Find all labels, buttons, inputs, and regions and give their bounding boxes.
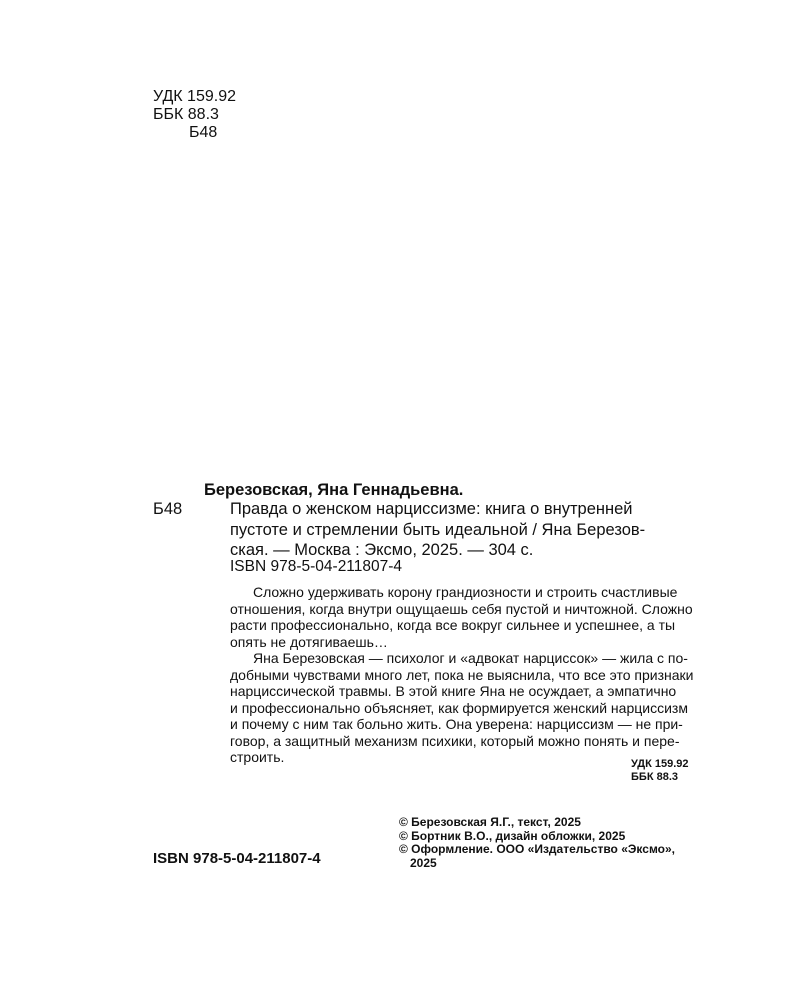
copyright-line: © Бортник В.О., дизайн обложки, 2025 [399, 828, 626, 843]
small-udk: УДК 159.92 [631, 758, 689, 770]
annotation-line: говор, а защитный механизм психики, который можно понять и пере- [230, 732, 680, 749]
record-author-code: Б48 [153, 500, 183, 518]
copyright-block [399, 816, 675, 870]
small-bbk: ББК 88.3 [631, 770, 678, 783]
bbk-code: ББК 88.3 [153, 106, 219, 123]
annotation-line: и профессионально объясняет, как формируется женский нарциссизм [230, 699, 688, 716]
annotation-line: Яна Березовская — психолог и «адвокат нарциссок» — жила с по- [253, 650, 688, 666]
title-line: Правда о женском нарциссизме: книга о внутренней [230, 500, 633, 518]
title-line: ская. — Москва : Эксмо, 2025. — 304 с. [230, 541, 534, 559]
annotation-line: добными чувствами много лет, пока не выяснила, что все это признаки [230, 666, 694, 683]
record-title [230, 499, 696, 561]
copyright-line: © Оформление. ООО «Издательство «Эксмо», [399, 842, 675, 856]
bottom-isbn: ISBN 978-5-04-211807-4 [153, 850, 321, 867]
annotation-line: строить. [230, 749, 285, 765]
annotation-line: расти профессионально, когда все вокруг сильнее и успешнее, а ты [230, 617, 676, 633]
copyright-line: © Березовская Я.Г., текст, 2025 [399, 815, 581, 829]
small-classification [631, 758, 689, 783]
annotation-line: и почему с ним так больно жить. Она уверена: нарциссизм — не при- [230, 716, 683, 732]
annotation-line: отношения, когда внутри ощущаешь себя пустой и ничтожной. Сложно [230, 600, 693, 617]
annotation [230, 584, 700, 766]
annotation-line: опять не дотягиваешь… [230, 633, 388, 650]
record-isbn: ISBN 978-5-04-211807-4 [230, 558, 403, 575]
annotation-line: нарциссической травмы. В этой книге Яна не осуждает, а эмпатично [230, 683, 677, 699]
copyright-line: 2025 [410, 855, 437, 870]
udk-code: УДК 159.92 [153, 88, 236, 105]
annotation-line: Сложно удерживать корону грандиозности и строить счастливые [253, 584, 678, 600]
title-line: пустоте и стремлении быть идеальной / Яна Березов- [230, 520, 646, 539]
author-mark: Б48 [189, 124, 218, 141]
classification-block [153, 88, 236, 142]
record-author: Березовская, Яна Геннадьевна. [204, 481, 464, 499]
